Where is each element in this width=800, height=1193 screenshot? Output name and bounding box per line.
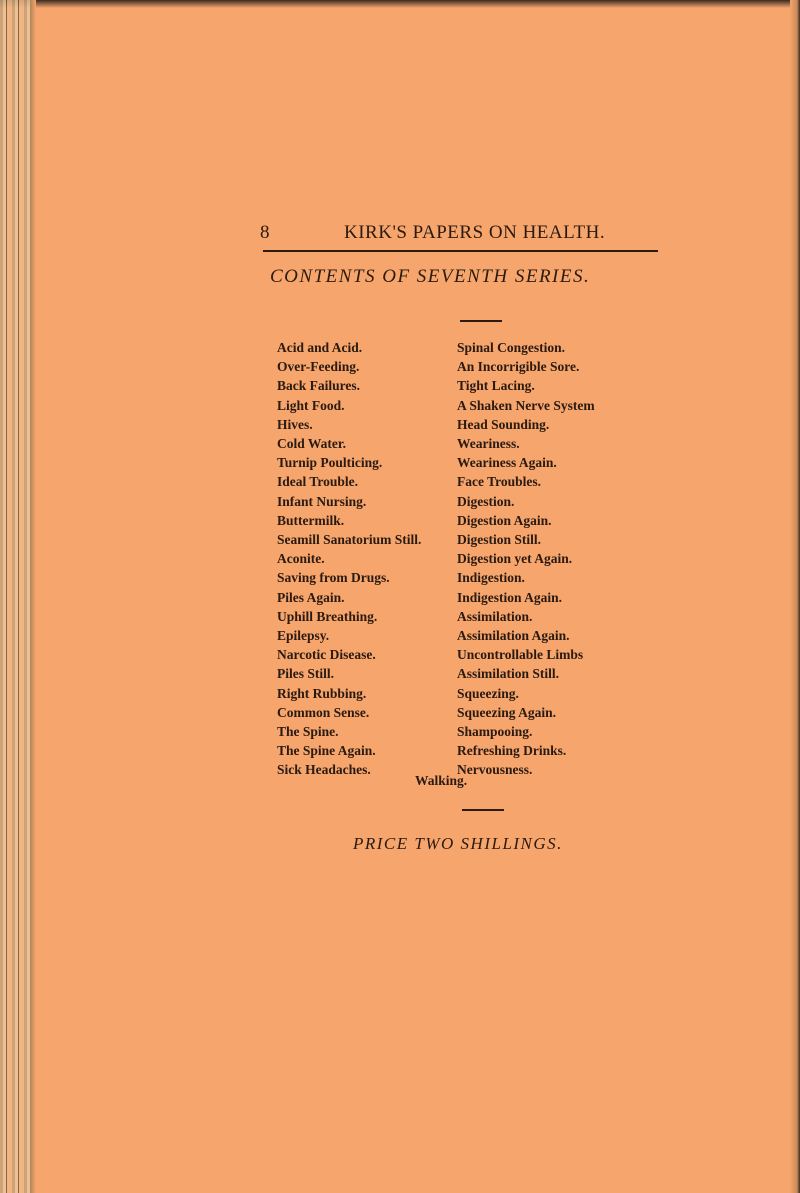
contents-item: Epilepsy. — [277, 628, 330, 644]
contents-item: Narcotic Disease. — [277, 647, 376, 663]
contents-right-column — [457, 338, 595, 780]
contents-item: Over-Feeding. — [277, 359, 360, 375]
contents-item: Right Rubbing. — [277, 685, 367, 701]
contents-item: Squeezing Again. — [457, 704, 557, 720]
contents-item: Piles Still. — [277, 666, 334, 682]
page-top-shadow — [0, 0, 800, 8]
contents-item: An Incorrigible Sore. — [457, 359, 580, 375]
contents-item: Face Troubles. — [457, 474, 541, 490]
header-rule — [263, 250, 658, 252]
contents-item: Weariness. — [457, 436, 520, 452]
contents-item: Spinal Congestion. — [457, 340, 566, 355]
contents-item: Digestion. — [457, 493, 515, 509]
contents-item: Hives. — [277, 416, 313, 432]
contents-item: Uphill Breathing. — [277, 608, 378, 624]
heading-rule — [460, 320, 502, 322]
contents-item: Uncontrollable Limbs — [457, 647, 584, 663]
contents-item: Indigestion. — [457, 570, 525, 586]
contents-item: Common Sense. — [277, 704, 370, 720]
contents-left-column — [277, 338, 421, 780]
contents-item: Nervousness. — [457, 762, 533, 778]
contents-item: A Shaken Nerve System — [457, 397, 595, 413]
contents-item: Assimilation. — [457, 608, 533, 624]
contents-item: Turnip Poulticing. — [277, 455, 383, 471]
contents-item: Digestion yet Again. — [457, 551, 573, 567]
running-title: KIRK'S PAPERS ON HEALTH. — [344, 222, 606, 243]
contents-item: Piles Again. — [277, 589, 345, 605]
final-contents-item: Walking. — [415, 773, 468, 788]
contents-item: Infant Nursing. — [277, 493, 367, 509]
contents-item: Seamill Sanatorium Still. — [277, 532, 422, 548]
contents-item: Digestion Still. — [457, 532, 542, 548]
contents-item: Aconite. — [277, 551, 325, 567]
contents-item: Sick Headaches. — [277, 762, 371, 778]
contents-item: Squeezing. — [457, 685, 519, 701]
contents-item: Head Sounding. — [457, 416, 550, 432]
contents-item: Digestion Again. — [457, 512, 552, 528]
contents-item: Indigestion Again. — [457, 589, 563, 605]
contents-heading: CONTENTS OF SEVENTH SERIES. — [270, 266, 591, 287]
contents-item: Back Failures. — [277, 378, 361, 394]
contents-item: Acid and Acid. — [277, 340, 363, 355]
contents-item: The Spine Again. — [277, 743, 376, 759]
spine-edge — [30, 0, 36, 1193]
contents-item: Refreshing Drinks. — [457, 743, 567, 759]
contents-item: Assimilation Still. — [457, 666, 560, 682]
contents-item: The Spine. — [277, 724, 339, 740]
contents-item: Ideal Trouble. — [277, 474, 359, 490]
contents-item: Assimilation Again. — [457, 628, 570, 644]
contents-item: Weariness Again. — [457, 455, 557, 471]
contents-item: Tight Lacing. — [457, 378, 535, 394]
price-line: PRICE TWO SHILLINGS. — [353, 834, 563, 853]
page-right-edge — [790, 0, 800, 1193]
page-number: 8 — [260, 222, 270, 243]
contents-item: Cold Water. — [277, 436, 347, 452]
book-spine — [0, 0, 30, 1193]
contents-item: Light Food. — [277, 397, 345, 413]
contents-item: Buttermilk. — [277, 512, 345, 528]
contents-item: Saving from Drugs. — [277, 570, 390, 586]
contents-item: Shampooing. — [457, 724, 533, 740]
price-rule — [462, 809, 504, 811]
